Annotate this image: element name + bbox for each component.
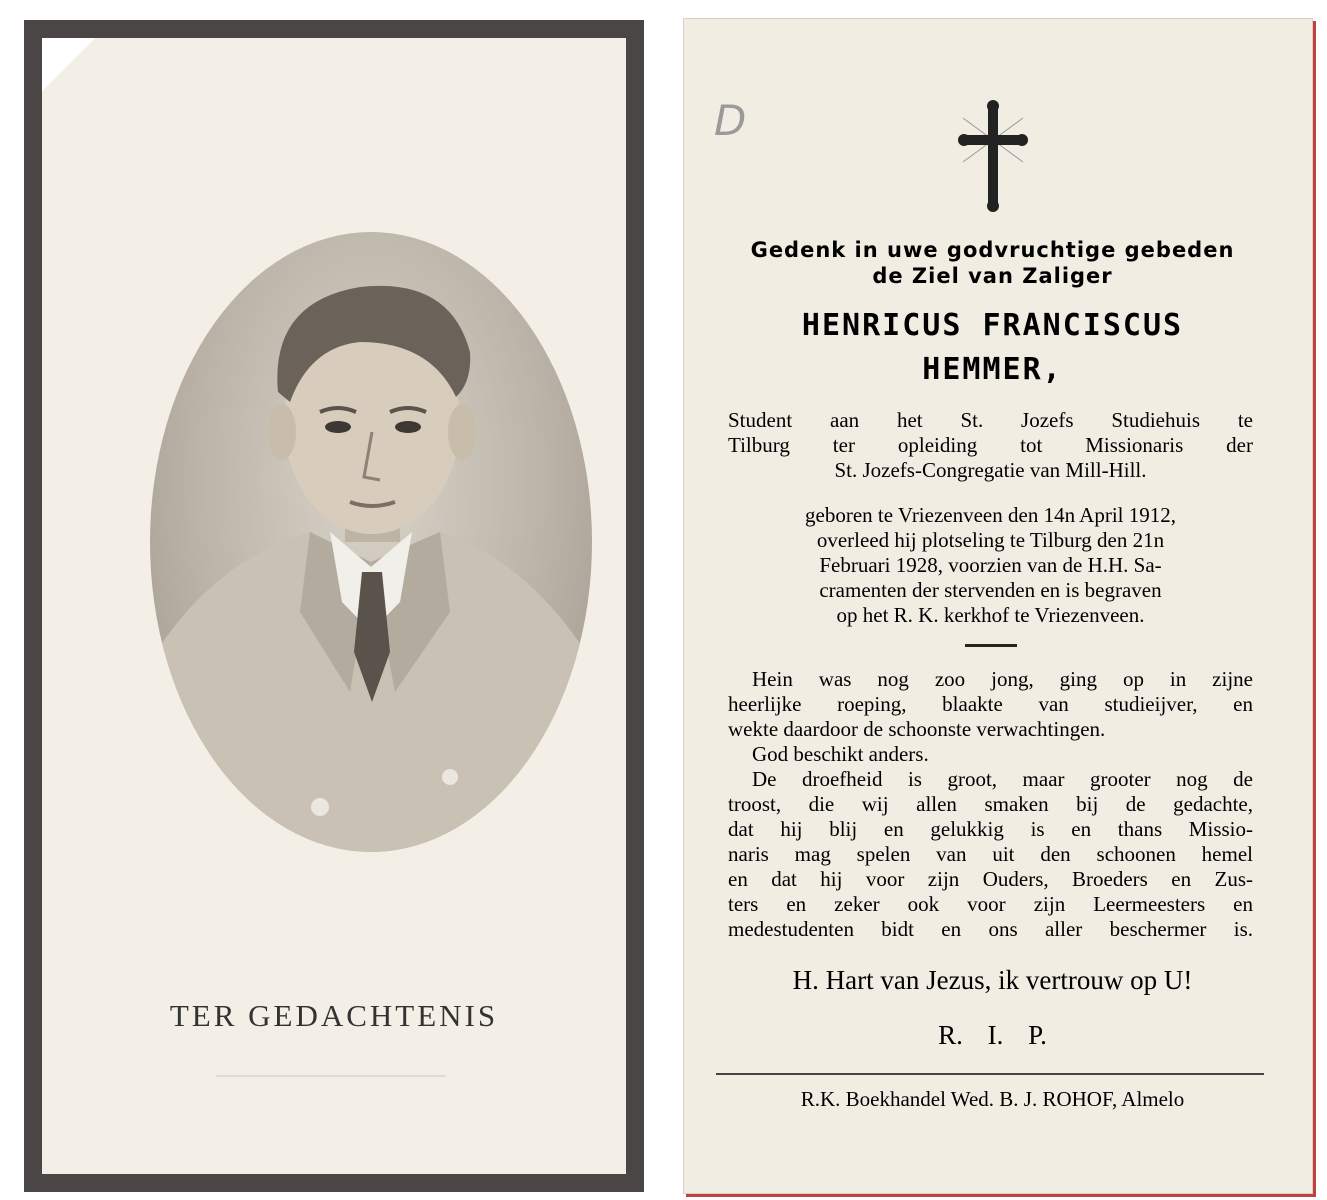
- portrait-photo: [150, 232, 592, 852]
- student-line-3: St. Jozefs-Congregatie van Mill-Hill.: [834, 458, 1147, 482]
- cross-icon: [958, 100, 1028, 212]
- prayer-line: H. Hart van Jezus, ik vertrouw op U!: [792, 965, 1193, 995]
- student-line-1: Student aan het St. Jozefs Studiehuis te: [728, 408, 1253, 432]
- text-line-2: heerlijke roeping, blaakte van studieijver, en: [728, 692, 1253, 716]
- name-line-1: HENRICUS FRANCISCUS: [801, 308, 1184, 343]
- printer-line: R.K. Boekhandel Wed. B. J. ROHOF, Almelo: [800, 1087, 1185, 1111]
- faint-line: [216, 1075, 446, 1077]
- text-line-4: God beschikt anders.: [752, 742, 929, 766]
- heading-line-1: Gedenk in uwe godvruchtige gebeden: [750, 238, 1235, 262]
- birth-line-2: overleed hij plotseling te Tilburg den 21n: [816, 528, 1165, 552]
- student-line-2: Tilburg ter opleiding tot Missionaris der: [728, 433, 1253, 457]
- separator-long: [716, 1073, 1264, 1075]
- text-line-11: medestudenten bidt en ons aller beschermer is.: [728, 917, 1253, 941]
- text-line-8: naris mag spelen van uit den schoonen hemel: [728, 842, 1253, 866]
- text-line-10: ters en zeker ook voor zijn Leermeesters en: [728, 892, 1253, 916]
- text-line-5: De droefheid is groot, maar grooter nog de: [752, 767, 1253, 791]
- birth-line-5: op het R. K. kerkhof te Vriezenveen.: [836, 603, 1145, 627]
- text-line-9: en dat hij voor zijn Ouders, Broeders en Zus-: [728, 867, 1253, 891]
- portrait-illustration: [150, 232, 592, 852]
- card-caption: TER GEDACHTENIS: [169, 998, 499, 1033]
- text-line-1: Hein was nog zoo jong, ging op in zijne: [752, 667, 1253, 691]
- memorial-card-front: [24, 20, 644, 1192]
- separator-short: [965, 644, 1017, 647]
- text-line-7: dat hij blij en gelukkig is en thans Missio-: [728, 817, 1253, 841]
- birth-line-4: cramenten der stervenden en is begraven: [819, 578, 1162, 602]
- text-line-3: wekte daardoor de schoonste verwachtingen.: [728, 717, 1106, 741]
- rip-line: R. I. P.: [938, 1020, 1047, 1050]
- pencil-mark: D: [714, 96, 747, 145]
- name-line-2: HEMMER,: [922, 352, 1063, 387]
- torn-corner: [42, 38, 102, 128]
- birth-line-1: geboren te Vriezenveen den 14n April 1912,: [805, 503, 1176, 527]
- birth-line-3: Februari 1928, voorzien van de H.H. Sa-: [819, 553, 1162, 577]
- text-line-6: troost, die wij allen smaken bij de gedachte,: [728, 792, 1253, 816]
- card-front-paper: [42, 38, 626, 1174]
- heading-line-2: de Ziel van Zaliger: [872, 264, 1113, 288]
